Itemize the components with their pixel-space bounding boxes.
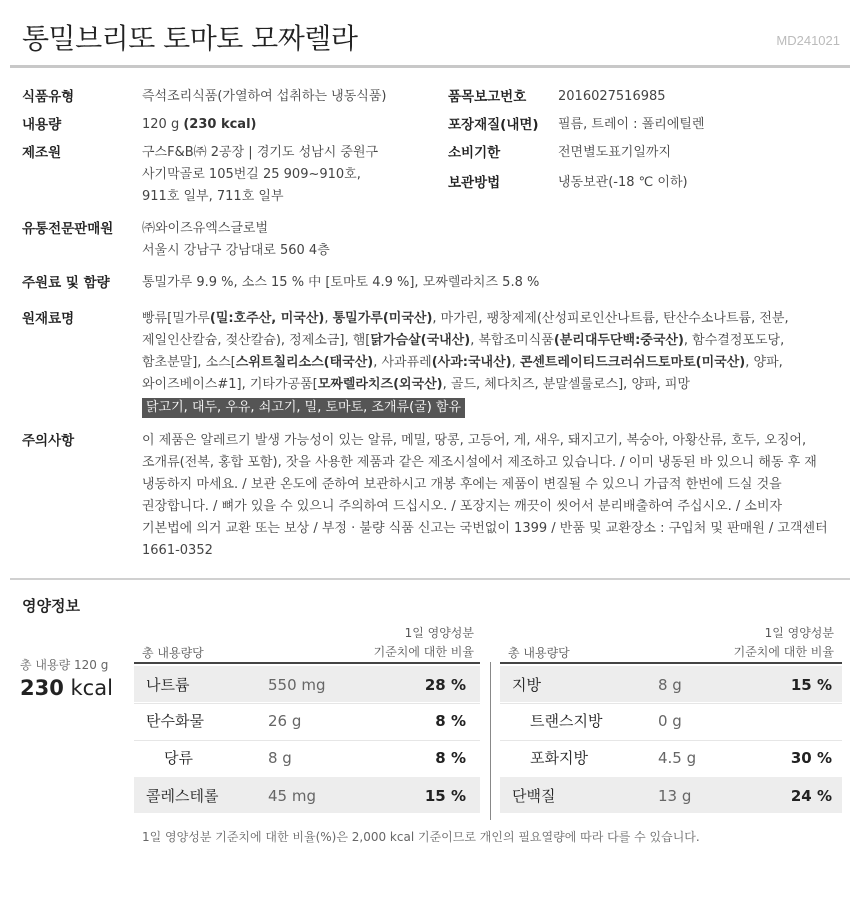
left-head-basis: 총 내용량당 <box>142 646 204 660</box>
nutrient-name: 트랜스지방 <box>530 712 603 730</box>
ingredient-text: , 마가린, 팽창제제(산성피로인산나트륨, 탄산수소나트륨, 전분, <box>432 311 789 326</box>
manufacturer-label: 제조원 <box>22 145 62 161</box>
ingredient-text: , 양파, <box>745 355 783 370</box>
ingredient-text: 함초분말], 소스[ <box>142 355 236 370</box>
caution-label: 주의사항 <box>22 433 75 449</box>
nutrient-amount: 8 g <box>658 676 682 694</box>
section-divider <box>10 578 850 580</box>
allergen-badge: 닭고기, 대두, 우유, 쇠고기, 밀, 토마토, 조개류(굴) 함유 <box>142 398 465 418</box>
caution-line-5: 기본법에 의거 교환 또는 보상 / 부정 · 불량 식품 신고는 국번없이 1399 / 반품 및 교환장소 : 구입처 및 판매원 / 고객센터 <box>142 521 828 536</box>
ingredients-row <box>22 308 74 331</box>
ingredient-text: , 함수결정포도당, <box>683 333 785 348</box>
ingredient-origin-bold: (분리대두단백:중국산) <box>553 333 684 348</box>
manufacturer-line-3: 911호 일부, 711호 일부 <box>142 189 284 204</box>
ingredients-label: 원재료명 <box>22 311 75 327</box>
product-code: MD241021 <box>776 33 840 48</box>
report-no-label: 품목보고번호 <box>448 89 527 105</box>
content-weight: 120 g <box>142 117 184 132</box>
food-type-label: 식품유형 <box>22 89 75 105</box>
ingredients-line-1 <box>142 308 789 330</box>
ingredient-text: , 사과퓨레 <box>373 355 432 370</box>
caution-line-1: 이 제품은 알레르기 발생 가능성이 있는 알류, 메밀, 땅콩, 고등어, 게, 새우, 돼지고기, 복숭아, 아황산류, 호두, 오징어, <box>142 433 807 448</box>
storage-label: 보관방법 <box>448 175 501 191</box>
nutrient-amount: 45 mg <box>268 787 316 805</box>
product-title: 통밀브리또 토마토 모짜렐라 <box>22 22 358 55</box>
distributor-line-2: 서울시 강남구 강남대로 560 4층 <box>142 243 330 258</box>
caution-row <box>22 430 74 453</box>
report-no-row <box>448 86 526 109</box>
ingredient-origin-bold: 스위트칠리소스(태국산) <box>235 355 374 370</box>
ingredient-text: , 복합조미식품 <box>470 333 554 348</box>
nutrient-name: 포화지방 <box>530 749 588 767</box>
total-kcal-unit: kcal <box>63 676 113 700</box>
left-row-sep-2 <box>134 740 480 741</box>
table-vertical-divider <box>490 662 491 820</box>
nutrient-percent: 24 % <box>790 787 832 805</box>
distributor-line-1: ㈜와이즈유엑스글로벌 <box>142 221 269 236</box>
total-content-label: 총 내용량 120 g <box>20 658 109 672</box>
caution-line-2: 조개류(전복, 홍합 포함), 잣을 사용한 제품과 같은 제조시설에서 제조하고 있습니다. / 이미 냉동된 바 있으니 해동 후 재 <box>142 455 817 470</box>
ingredient-text: , 골드, 체다치즈, 분말셀룰로스], 양파, 피망 <box>442 377 690 392</box>
manufacturer-row <box>22 142 61 165</box>
main-ingredients-label: 주원료 및 함량 <box>22 275 110 291</box>
nutrient-percent: 8 % <box>435 749 466 767</box>
total-kcal-number: 230 <box>20 676 64 700</box>
ingredients-line-2 <box>142 330 784 352</box>
nutrient-name: 단백질 <box>512 787 556 805</box>
food-type-value: 즉석조리식품(가열하여 섭취하는 냉동식품) <box>142 89 387 104</box>
nutrient-percent: 28 % <box>424 676 466 694</box>
distributor-label: 유통전문판매원 <box>22 221 114 237</box>
right-head-ratio-1: 1일 영양성분 <box>764 626 834 640</box>
left-head-ratio-1: 1일 영양성분 <box>404 626 474 640</box>
ingredient-text: 제일인산칼슘, 젖산칼슘), 정제소금], 햄[ <box>142 333 371 348</box>
nutrient-percent: 30 % <box>790 749 832 767</box>
ingredient-text: 빵류[밀가루 <box>142 311 210 326</box>
manufacturer-line-1: 구스F&B㈜ 2공장 | 경기도 성남시 중원구 <box>142 145 379 160</box>
ingredients-line-4 <box>142 374 690 396</box>
ingredient-origin-bold: (사과:국내산) <box>431 355 512 370</box>
right-head-ratio-2: 기준치에 대한 비율 <box>733 645 834 659</box>
manufacturer-line-2: 사기막골로 105번길 25 909~910호, <box>142 167 361 182</box>
nutrient-name: 당류 <box>164 749 193 767</box>
nutrition-title: 영양정보 <box>22 597 80 615</box>
nutrient-amount: 8 g <box>268 749 292 767</box>
caution-line-3: 냉동하지 마세요. / 보관 온도에 준하여 보관하시고 개봉 후에는 제품이 변질될 수 있으니 가급적 한번에 드실 것을 <box>142 477 782 492</box>
ingredient-origin-bold: 통밀가루(미국산) <box>332 311 433 326</box>
expiry-row <box>448 142 500 165</box>
ingredient-text: , <box>324 311 333 326</box>
nutrient-amount: 0 g <box>658 712 682 730</box>
nutrient-name: 나트륨 <box>146 676 190 694</box>
ingredient-origin-bold: (밀:호주산, 미국산) <box>209 311 325 326</box>
allergen-row <box>142 397 465 419</box>
packaging-row <box>448 114 539 137</box>
content-value <box>142 114 256 136</box>
main-ingredients-row <box>22 272 110 295</box>
nutrient-percent: 15 % <box>424 787 466 805</box>
nutrition-footnote: 1일 영양성분 기준치에 대한 비율(%)은 2,000 kcal 기준이므로 개인의 필요열량에 따라 다를 수 있습니다. <box>142 830 700 844</box>
ingredient-text: , <box>511 355 520 370</box>
content-kcal: (230 kcal) <box>183 117 257 132</box>
nutrient-name: 지방 <box>512 676 541 694</box>
nutrient-amount: 26 g <box>268 712 302 730</box>
nutrient-percent: 8 % <box>435 712 466 730</box>
expiry-label: 소비기한 <box>448 145 501 161</box>
nutrient-percent: 15 % <box>790 676 832 694</box>
distributor-row <box>22 218 113 241</box>
right-row-sep-1 <box>500 703 842 704</box>
right-row-sep-2 <box>500 740 842 741</box>
caution-line-4: 권장합니다. / 뼈가 있을 수 있으니 주의하여 드십시오. / 포장지는 깨끗이 씻어서 분리배출하여 주십시오. / 소비자 <box>142 499 783 514</box>
packaging-value: 필름, 트레이 : 폴리에틸렌 <box>558 117 705 132</box>
storage-value: 냉동보관(-18 ℃ 이하) <box>558 175 688 190</box>
caution-line-6: 1661-0352 <box>142 543 213 558</box>
left-header-line <box>134 662 480 664</box>
expiry-value: 전면별도표기일까지 <box>558 145 672 160</box>
ingredient-text: 와이즈베이스#1], 기타가공품[ <box>142 377 318 392</box>
right-head-basis: 총 내용량당 <box>508 646 570 660</box>
nutrient-amount: 4.5 g <box>658 749 697 767</box>
ingredient-origin-bold: 닭가슴살(국내산) <box>370 333 471 348</box>
right-header-line <box>500 662 842 664</box>
storage-row <box>448 172 500 195</box>
top-divider <box>10 65 850 68</box>
content-label: 내용량 <box>22 117 62 133</box>
packaging-label: 포장재질(내면) <box>448 117 539 133</box>
content-row <box>22 114 61 137</box>
main-ingredients-value: 통밀가루 9.9 %, 소스 15 % 中 [토마토 4.9 %], 모짜렐라치즈 5.8 % <box>142 275 540 290</box>
left-row-sep-1 <box>134 703 480 704</box>
ingredients-line-3 <box>142 352 783 374</box>
nutrient-amount: 13 g <box>658 787 692 805</box>
nutrient-amount: 550 mg <box>268 676 326 694</box>
nutrient-name: 탄수화물 <box>146 712 204 730</box>
ingredient-origin-bold: 콘센트레이티드크러쉬드토마토(미국산) <box>519 355 746 370</box>
header <box>0 0 860 66</box>
left-head-ratio-2: 기준치에 대한 비율 <box>373 645 474 659</box>
ingredient-origin-bold: 모짜렐라치즈(외국산) <box>317 377 443 392</box>
report-no-value: 2016027516985 <box>558 89 666 104</box>
total-kcal <box>20 676 113 700</box>
nutrient-name: 콜레스테롤 <box>146 787 219 805</box>
food-type-row <box>22 86 74 109</box>
